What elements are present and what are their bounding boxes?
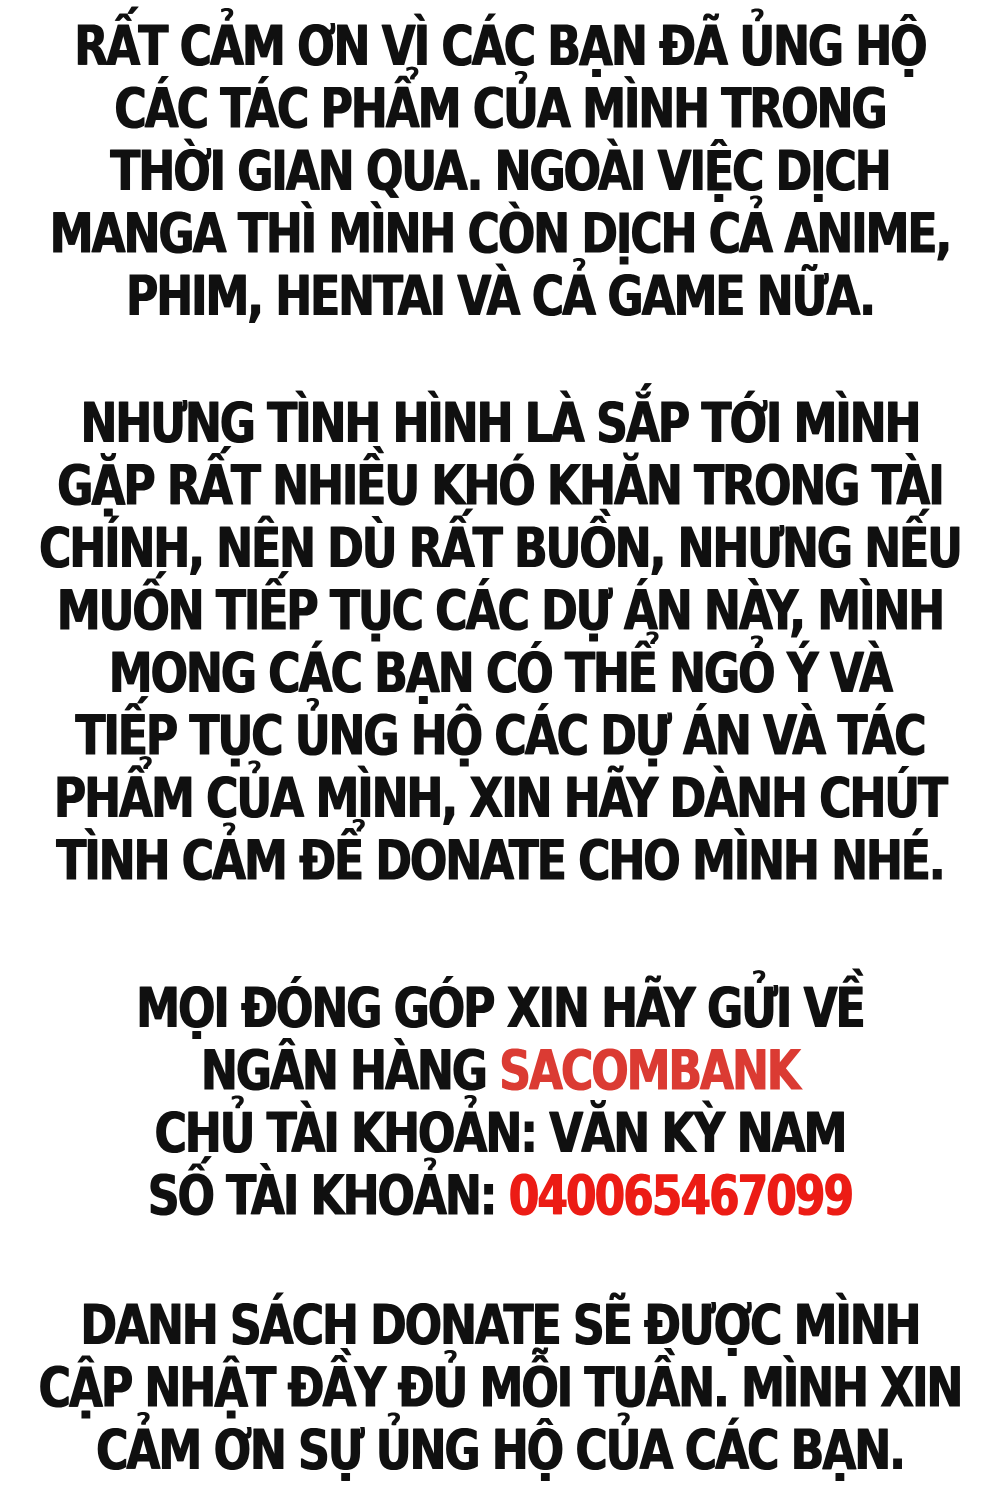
closing-line: CẬP NHẬT ĐẦY ĐỦ MỖI TUẦN. MÌNH XIN bbox=[38, 1356, 962, 1420]
intro-line: THỜI GIAN QUA. NGOÀI VIỆC DỊCH bbox=[110, 139, 890, 204]
appeal-line: NHƯNG TÌNH HÌNH LÀ SẮP TỚI MÌNH bbox=[80, 391, 920, 456]
intro-line: PHIM, HENTAI VÀ CẢ GAME NỮA. bbox=[126, 264, 874, 329]
closing-paragraph bbox=[0, 1295, 1000, 1483]
account-number-line bbox=[0, 1166, 1000, 1229]
account-number-label: SỐ TÀI KHOẢN: bbox=[147, 1164, 509, 1228]
closing-line: CẢM ƠN SỰ ỦNG HỘ CỦA CÁC BẠN. bbox=[96, 1418, 904, 1483]
donation-send-to-line: MỌI ĐÓNG GÓP XIN HÃY GỬI VỀ bbox=[136, 976, 864, 1041]
intro-paragraph bbox=[0, 16, 1000, 329]
appeal-line: MONG CÁC BẠN CÓ THỂ NGỎ Ý VÀ bbox=[108, 641, 892, 706]
bank-name: SACOMBANK bbox=[499, 1039, 799, 1103]
donation-info bbox=[0, 978, 1000, 1228]
bank-line bbox=[0, 1041, 1000, 1104]
closing-line: DANH SÁCH DONATE SẼ ĐƯỢC MÌNH bbox=[80, 1293, 920, 1358]
intro-line: MANGA THÌ MÌNH CÒN DỊCH CẢ ANIME, bbox=[49, 202, 951, 266]
appeal-line: TIẾP TỤC ỦNG HỘ CÁC DỰ ÁN VÀ TÁC bbox=[75, 704, 925, 768]
appeal-line: GẶP RẤT NHIỀU KHÓ KHĂN TRONG TÀI bbox=[57, 454, 943, 518]
intro-line: CÁC TÁC PHẨM CỦA MÌNH TRONG bbox=[114, 77, 886, 141]
account-holder-name: VĂN KỲ NAM bbox=[549, 1101, 846, 1166]
account-holder-label: CHỦ TÀI KHOẢN: bbox=[154, 1101, 550, 1166]
appeal-paragraph bbox=[0, 393, 1000, 893]
intro-line: RẤT CẢM ƠN VÌ CÁC BẠN ĐÃ ỦNG HỘ bbox=[74, 14, 926, 79]
appeal-line: CHÍNH, NÊN DÙ RẤT BUỒN, NHƯNG NẾU bbox=[39, 516, 961, 581]
appeal-line: MUỐN TIẾP TỤC CÁC DỰ ÁN NÀY, MÌNH bbox=[56, 579, 944, 643]
account-holder-line bbox=[0, 1103, 1000, 1166]
bank-label: NGÂN HÀNG bbox=[200, 1039, 500, 1103]
appeal-line: TÌNH CẢM ĐỂ DONATE CHO MÌNH NHÉ. bbox=[56, 829, 944, 893]
appeal-line: PHẨM CỦA MÌNH, XIN HÃY DÀNH CHÚT bbox=[53, 766, 947, 831]
account-number: 040065467099 bbox=[508, 1164, 853, 1228]
